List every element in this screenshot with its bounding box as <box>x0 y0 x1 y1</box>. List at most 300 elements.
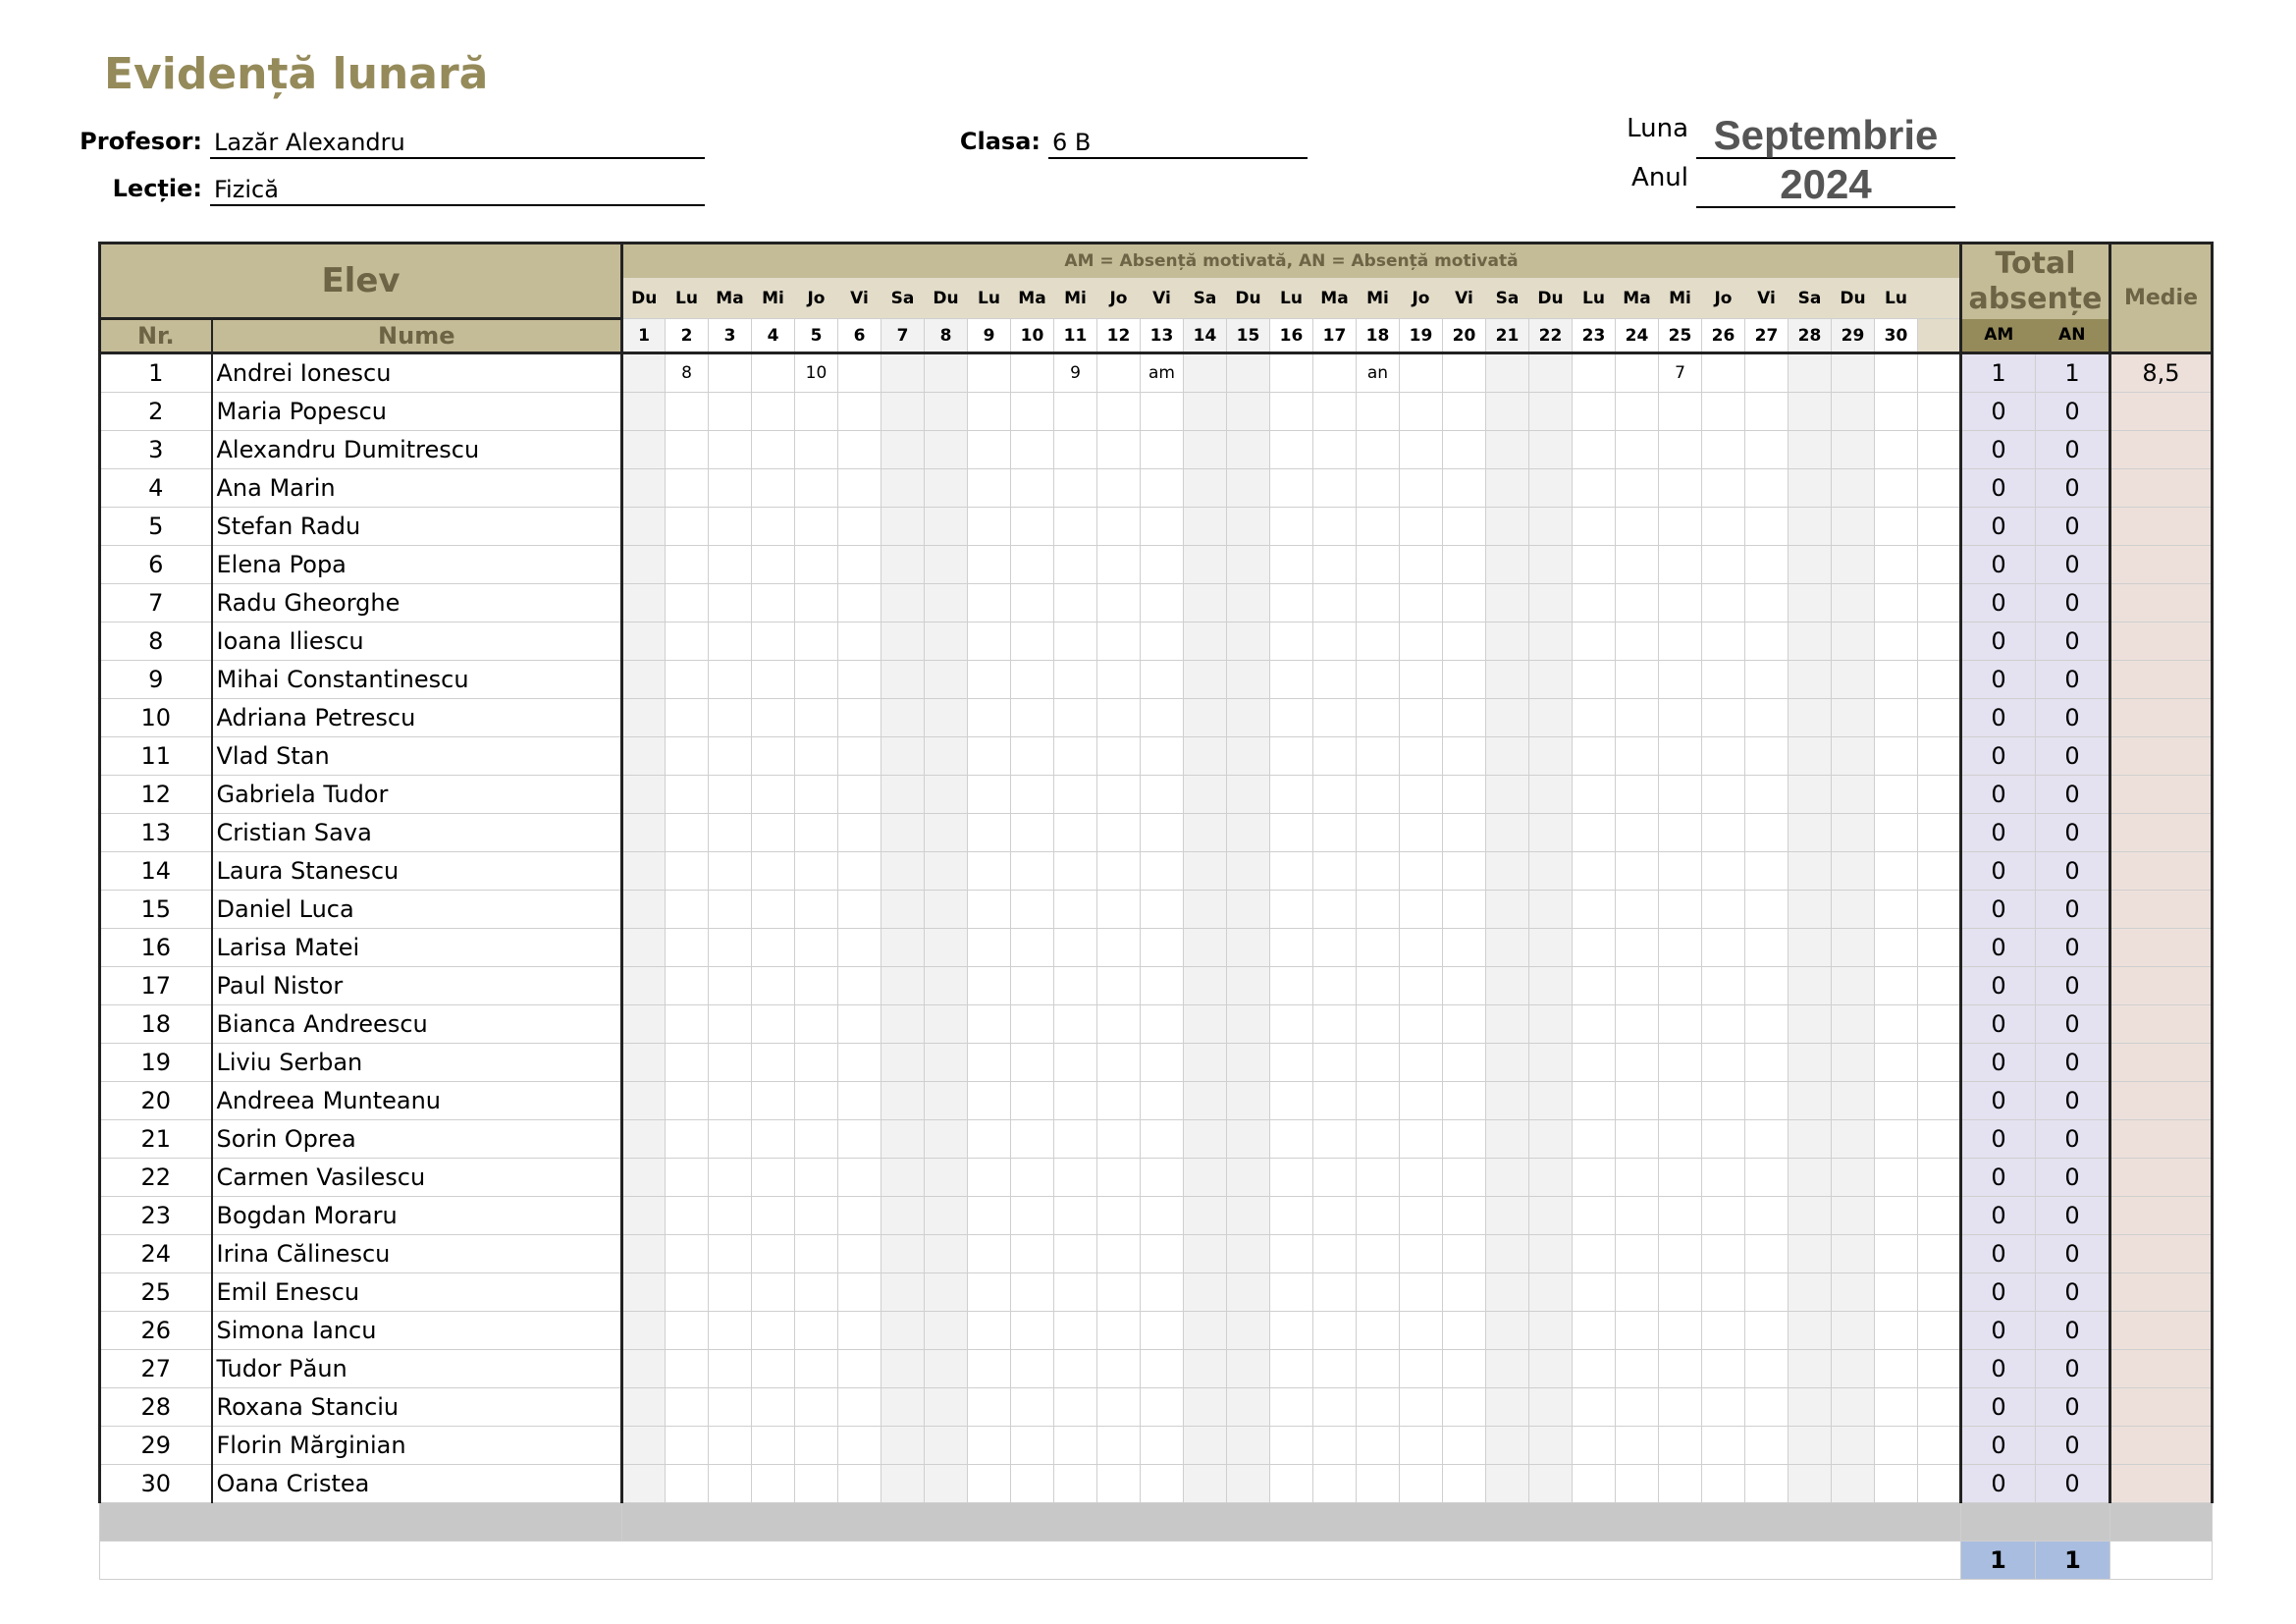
grade-cell[interactable] <box>1313 1312 1357 1350</box>
grade-cell[interactable] <box>1054 929 1097 967</box>
grade-cell[interactable] <box>752 393 795 431</box>
grade-cell[interactable] <box>1313 431 1357 469</box>
grade-cell[interactable] <box>1443 508 1486 546</box>
grade-cell[interactable] <box>1486 353 1529 393</box>
grade-cell[interactable] <box>1097 1312 1141 1350</box>
grade-cell[interactable] <box>1702 584 1745 623</box>
grade-cell[interactable] <box>1702 1312 1745 1350</box>
grade-cell[interactable] <box>1357 508 1400 546</box>
grade-cell[interactable] <box>1745 967 1789 1005</box>
grade-cell[interactable] <box>925 1044 968 1082</box>
grade-cell[interactable] <box>838 1197 881 1235</box>
grade-cell[interactable] <box>666 1312 709 1350</box>
grade-cell[interactable] <box>1573 1235 1616 1273</box>
grade-cell[interactable] <box>925 469 968 508</box>
grade-cell[interactable] <box>1789 776 1832 814</box>
grade-cell[interactable] <box>1529 1197 1573 1235</box>
grade-cell[interactable] <box>1400 929 1443 967</box>
grade-cell[interactable] <box>881 891 925 929</box>
grade-cell[interactable] <box>1357 737 1400 776</box>
grade-cell[interactable] <box>1529 508 1573 546</box>
grade-cell[interactable] <box>622 623 666 661</box>
grade-cell[interactable] <box>1573 852 1616 891</box>
grade-cell[interactable] <box>752 661 795 699</box>
grade-cell[interactable] <box>1832 508 1875 546</box>
grade-cell[interactable] <box>881 1235 925 1273</box>
grade-cell[interactable] <box>1789 737 1832 776</box>
grade-cell[interactable] <box>709 584 752 623</box>
grade-cell[interactable] <box>666 393 709 431</box>
grade-cell[interactable] <box>1011 1005 1054 1044</box>
grade-cell[interactable] <box>1227 1465 1270 1503</box>
grade-cell[interactable] <box>1832 584 1875 623</box>
grade-cell[interactable] <box>838 1388 881 1427</box>
grade-cell[interactable] <box>1745 1082 1789 1120</box>
grade-cell[interactable] <box>1616 661 1659 699</box>
grade-cell[interactable] <box>1745 1235 1789 1273</box>
grade-cell[interactable] <box>1141 1427 1184 1465</box>
grade-cell[interactable] <box>968 1312 1011 1350</box>
grade-cell[interactable] <box>1832 1120 1875 1159</box>
grade-cell[interactable] <box>968 929 1011 967</box>
grade-cell[interactable] <box>1141 776 1184 814</box>
grade-cell[interactable] <box>1227 1427 1270 1465</box>
grade-cell[interactable] <box>1529 852 1573 891</box>
grade-cell[interactable] <box>1486 852 1529 891</box>
grade-cell[interactable] <box>881 393 925 431</box>
grade-cell[interactable] <box>1659 699 1702 737</box>
grade-cell[interactable] <box>1702 508 1745 546</box>
grade-cell[interactable] <box>1443 1082 1486 1120</box>
grade-cell[interactable] <box>1573 1388 1616 1427</box>
grade-cell[interactable] <box>1097 353 1141 393</box>
grade-cell[interactable] <box>838 353 881 393</box>
grade-cell[interactable] <box>1789 852 1832 891</box>
grade-cell[interactable] <box>881 353 925 393</box>
grade-cell[interactable] <box>795 1197 838 1235</box>
grade-cell[interactable] <box>795 1350 838 1388</box>
grade-cell[interactable] <box>1400 967 1443 1005</box>
grade-cell[interactable] <box>1486 623 1529 661</box>
grade-cell[interactable] <box>1875 1044 1918 1082</box>
grade-cell[interactable] <box>795 929 838 967</box>
grade-cell[interactable] <box>795 508 838 546</box>
grade-cell[interactable] <box>1832 967 1875 1005</box>
grade-cell[interactable] <box>1097 661 1141 699</box>
grade-cell[interactable] <box>1529 1427 1573 1465</box>
grade-cell[interactable] <box>1616 1273 1659 1312</box>
grade-cell[interactable] <box>1702 661 1745 699</box>
grade-cell[interactable] <box>1702 699 1745 737</box>
grade-cell[interactable] <box>881 1312 925 1350</box>
grade-cell[interactable] <box>1313 814 1357 852</box>
grade-cell[interactable] <box>752 431 795 469</box>
grade-cell[interactable] <box>1141 1465 1184 1503</box>
grade-cell[interactable] <box>881 776 925 814</box>
grade-cell[interactable] <box>1529 1312 1573 1350</box>
grade-cell[interactable] <box>1141 1235 1184 1273</box>
grade-cell[interactable] <box>1054 814 1097 852</box>
grade-cell[interactable] <box>1832 1005 1875 1044</box>
grade-cell[interactable] <box>1832 1427 1875 1465</box>
grade-cell[interactable] <box>1270 776 1313 814</box>
grade-cell[interactable] <box>1573 929 1616 967</box>
grade-cell[interactable] <box>1227 1159 1270 1197</box>
grade-cell[interactable] <box>1400 584 1443 623</box>
grade-cell[interactable] <box>1573 1465 1616 1503</box>
grade-cell[interactable] <box>838 699 881 737</box>
grade-cell[interactable] <box>925 508 968 546</box>
grade-cell[interactable] <box>1400 1044 1443 1082</box>
grade-cell[interactable] <box>838 1235 881 1273</box>
grade-cell[interactable] <box>1357 1235 1400 1273</box>
grade-cell[interactable] <box>881 1082 925 1120</box>
grade-cell[interactable] <box>1313 1120 1357 1159</box>
grade-cell[interactable] <box>666 737 709 776</box>
clasa-field[interactable] <box>959 128 1308 159</box>
grade-cell[interactable] <box>1702 1082 1745 1120</box>
grade-cell[interactable] <box>1529 353 1573 393</box>
grade-cell[interactable] <box>1832 1197 1875 1235</box>
grade-cell[interactable] <box>1616 546 1659 584</box>
grade-cell[interactable] <box>1400 1350 1443 1388</box>
grade-cell[interactable] <box>1789 584 1832 623</box>
grade-cell[interactable] <box>1875 1388 1918 1427</box>
grade-cell[interactable] <box>1357 1312 1400 1350</box>
grade-cell[interactable] <box>1486 584 1529 623</box>
grade-cell[interactable] <box>1011 546 1054 584</box>
grade-cell[interactable] <box>1745 852 1789 891</box>
grade-cell[interactable] <box>838 776 881 814</box>
grade-cell[interactable] <box>1659 1312 1702 1350</box>
grade-cell[interactable] <box>752 737 795 776</box>
grade-cell[interactable] <box>1832 852 1875 891</box>
grade-cell[interactable] <box>1832 929 1875 967</box>
grade-cell[interactable] <box>1270 393 1313 431</box>
grade-cell[interactable] <box>1529 661 1573 699</box>
grade-cell[interactable] <box>1141 431 1184 469</box>
grade-cell[interactable] <box>1443 431 1486 469</box>
grade-cell[interactable] <box>1270 891 1313 929</box>
grade-cell[interactable] <box>752 353 795 393</box>
grade-cell[interactable] <box>1745 1120 1789 1159</box>
grade-cell[interactable] <box>1184 1044 1227 1082</box>
grade-cell[interactable] <box>881 584 925 623</box>
grade-cell[interactable] <box>1659 929 1702 967</box>
grade-cell[interactable] <box>838 1312 881 1350</box>
grade-cell[interactable] <box>925 1197 968 1235</box>
grade-cell[interactable] <box>1832 1044 1875 1082</box>
grade-cell[interactable] <box>1184 584 1227 623</box>
grade-cell[interactable] <box>1227 1120 1270 1159</box>
grade-cell[interactable] <box>1184 1350 1227 1388</box>
grade-cell[interactable] <box>1054 1388 1097 1427</box>
grade-cell[interactable] <box>968 852 1011 891</box>
grade-cell[interactable] <box>666 776 709 814</box>
grade-cell[interactable] <box>881 623 925 661</box>
grade-cell[interactable] <box>709 1082 752 1120</box>
grade-cell[interactable] <box>1702 469 1745 508</box>
grade-cell[interactable] <box>925 1350 968 1388</box>
grade-cell[interactable] <box>1313 1427 1357 1465</box>
grade-cell[interactable] <box>1357 1197 1400 1235</box>
grade-cell[interactable] <box>622 1235 666 1273</box>
grade-cell[interactable] <box>925 891 968 929</box>
grade-cell[interactable] <box>666 1465 709 1503</box>
grade-cell[interactable] <box>1616 852 1659 891</box>
grade-cell[interactable] <box>1529 393 1573 431</box>
grade-cell[interactable] <box>1357 1465 1400 1503</box>
grade-cell[interactable] <box>1875 393 1918 431</box>
grade-cell[interactable] <box>1097 1235 1141 1273</box>
grade-cell[interactable] <box>622 1465 666 1503</box>
grade-cell[interactable] <box>666 508 709 546</box>
grade-cell[interactable] <box>1529 737 1573 776</box>
grade-cell[interactable] <box>1702 1197 1745 1235</box>
grade-cell[interactable] <box>1789 1273 1832 1312</box>
grade-cell[interactable] <box>1227 508 1270 546</box>
grade-cell[interactable] <box>1789 1388 1832 1427</box>
grade-cell[interactable] <box>1745 1005 1789 1044</box>
grade-cell[interactable] <box>1789 814 1832 852</box>
grade-cell[interactable] <box>1054 1465 1097 1503</box>
grade-cell[interactable] <box>838 1273 881 1312</box>
grade-cell[interactable] <box>1573 967 1616 1005</box>
grade-cell[interactable] <box>1097 737 1141 776</box>
grade-cell[interactable] <box>925 546 968 584</box>
grade-cell[interactable] <box>1789 546 1832 584</box>
grade-cell[interactable] <box>622 1044 666 1082</box>
grade-cell[interactable] <box>1832 661 1875 699</box>
grade-cell[interactable] <box>1400 1005 1443 1044</box>
grade-cell[interactable] <box>1357 967 1400 1005</box>
grade-cell[interactable] <box>1616 1235 1659 1273</box>
grade-cell[interactable] <box>1443 1005 1486 1044</box>
grade-cell[interactable] <box>1141 546 1184 584</box>
grade-cell[interactable] <box>925 1465 968 1503</box>
grade-cell[interactable] <box>622 1120 666 1159</box>
grade-cell[interactable] <box>1745 1159 1789 1197</box>
grade-cell[interactable] <box>1875 1465 1918 1503</box>
grade-cell[interactable] <box>1745 814 1789 852</box>
grade-cell[interactable] <box>1011 431 1054 469</box>
grade-cell[interactable] <box>1313 546 1357 584</box>
grade-cell[interactable] <box>1313 1350 1357 1388</box>
grade-cell[interactable] <box>1616 1120 1659 1159</box>
grade-cell[interactable] <box>666 1005 709 1044</box>
grade-cell[interactable] <box>1616 891 1659 929</box>
grade-cell[interactable] <box>1702 1388 1745 1427</box>
grade-cell[interactable] <box>1616 814 1659 852</box>
grade-cell[interactable] <box>1141 1350 1184 1388</box>
grade-cell[interactable] <box>709 737 752 776</box>
grade-cell[interactable] <box>968 1120 1011 1159</box>
grade-cell[interactable] <box>838 1082 881 1120</box>
grade-cell[interactable] <box>838 584 881 623</box>
grade-cell[interactable] <box>1573 1159 1616 1197</box>
grade-cell[interactable] <box>1529 699 1573 737</box>
grade-cell[interactable] <box>1097 1427 1141 1465</box>
grade-cell[interactable] <box>1270 353 1313 393</box>
grade-cell[interactable] <box>1313 661 1357 699</box>
grade-cell[interactable] <box>1400 814 1443 852</box>
grade-cell[interactable] <box>1184 431 1227 469</box>
grade-cell[interactable] <box>752 1427 795 1465</box>
grade-cell[interactable] <box>1745 661 1789 699</box>
grade-cell[interactable] <box>1227 623 1270 661</box>
grade-cell[interactable] <box>709 1005 752 1044</box>
grade-cell[interactable] <box>1054 1273 1097 1312</box>
grade-cell[interactable] <box>1659 584 1702 623</box>
grade-cell[interactable] <box>1141 967 1184 1005</box>
grade-cell[interactable] <box>795 814 838 852</box>
grade-cell[interactable] <box>1097 623 1141 661</box>
grade-cell[interactable] <box>1227 1388 1270 1427</box>
grade-cell[interactable] <box>1097 1388 1141 1427</box>
grade-cell[interactable] <box>752 469 795 508</box>
grade-cell[interactable] <box>1702 1465 1745 1503</box>
grade-cell[interactable] <box>1616 623 1659 661</box>
grade-cell[interactable] <box>1270 1235 1313 1273</box>
grade-cell[interactable] <box>1659 393 1702 431</box>
grade-cell[interactable] <box>795 1235 838 1273</box>
grade-cell[interactable] <box>666 469 709 508</box>
grade-cell[interactable] <box>709 1388 752 1427</box>
grade-cell[interactable] <box>709 967 752 1005</box>
grade-cell[interactable] <box>1011 776 1054 814</box>
profesor-value[interactable]: Lazăr Alexandru <box>210 128 705 159</box>
grade-cell[interactable] <box>1875 469 1918 508</box>
grade-cell[interactable] <box>1529 967 1573 1005</box>
grade-cell[interactable] <box>795 1388 838 1427</box>
grade-cell[interactable] <box>1745 1273 1789 1312</box>
grade-cell[interactable] <box>1011 353 1054 393</box>
grade-cell[interactable] <box>1270 929 1313 967</box>
grade-cell[interactable] <box>1659 508 1702 546</box>
grade-cell[interactable] <box>1011 737 1054 776</box>
grade-cell[interactable] <box>925 623 968 661</box>
grade-cell[interactable] <box>1702 1273 1745 1312</box>
grade-cell[interactable] <box>1443 623 1486 661</box>
grade-cell[interactable] <box>1270 469 1313 508</box>
luna-value[interactable]: Septembrie <box>1696 114 1955 159</box>
grade-cell[interactable] <box>1745 1388 1789 1427</box>
grade-cell[interactable] <box>1616 1005 1659 1044</box>
grade-cell[interactable] <box>1011 469 1054 508</box>
grade-cell[interactable] <box>1054 1427 1097 1465</box>
grade-cell[interactable] <box>1313 929 1357 967</box>
grade-cell[interactable] <box>795 431 838 469</box>
grade-cell[interactable] <box>1573 776 1616 814</box>
grade-cell[interactable] <box>1097 1350 1141 1388</box>
grade-cell[interactable] <box>881 852 925 891</box>
grade-cell[interactable] <box>1357 852 1400 891</box>
grade-cell[interactable] <box>1054 1044 1097 1082</box>
grade-cell[interactable] <box>838 929 881 967</box>
grade-cell[interactable] <box>1702 1120 1745 1159</box>
grade-cell[interactable] <box>1270 737 1313 776</box>
grade-cell[interactable] <box>1054 967 1097 1005</box>
grade-cell[interactable] <box>709 1273 752 1312</box>
grade-cell[interactable] <box>1573 661 1616 699</box>
grade-cell[interactable] <box>881 546 925 584</box>
grade-cell[interactable] <box>1832 737 1875 776</box>
grade-cell[interactable] <box>925 1005 968 1044</box>
grade-cell[interactable] <box>1486 967 1529 1005</box>
grade-cell[interactable] <box>968 1005 1011 1044</box>
grade-cell[interactable] <box>968 661 1011 699</box>
grade-cell[interactable] <box>1443 1120 1486 1159</box>
grade-cell[interactable] <box>1745 508 1789 546</box>
grade-cell[interactable] <box>1616 1312 1659 1350</box>
grade-cell[interactable] <box>1529 1159 1573 1197</box>
grade-cell[interactable] <box>1616 737 1659 776</box>
grade-cell[interactable] <box>1745 353 1789 393</box>
grade-cell[interactable] <box>1270 1465 1313 1503</box>
grade-cell[interactable] <box>1443 891 1486 929</box>
grade-cell[interactable] <box>1529 1005 1573 1044</box>
grade-cell[interactable] <box>968 1427 1011 1465</box>
grade-cell[interactable] <box>1227 393 1270 431</box>
grade-cell[interactable] <box>1573 584 1616 623</box>
grade-cell[interactable] <box>1357 1120 1400 1159</box>
grade-cell[interactable] <box>1054 1235 1097 1273</box>
grade-cell[interactable] <box>1443 661 1486 699</box>
grade-cell[interactable] <box>1486 1465 1529 1503</box>
grade-cell[interactable] <box>1616 1350 1659 1388</box>
grade-cell[interactable] <box>1789 661 1832 699</box>
grade-cell[interactable] <box>1054 431 1097 469</box>
grade-cell[interactable] <box>1486 1159 1529 1197</box>
grade-cell[interactable] <box>838 431 881 469</box>
grade-cell[interactable] <box>622 584 666 623</box>
grade-cell[interactable] <box>1702 1235 1745 1273</box>
grade-cell[interactable] <box>925 1388 968 1427</box>
grade-cell[interactable] <box>968 967 1011 1005</box>
grade-cell[interactable] <box>1832 393 1875 431</box>
grade-cell[interactable] <box>1789 929 1832 967</box>
grade-cell[interactable] <box>709 1465 752 1503</box>
grade-cell[interactable] <box>1313 891 1357 929</box>
grade-cell[interactable] <box>1184 1159 1227 1197</box>
grade-cell[interactable] <box>925 1159 968 1197</box>
grade-cell[interactable] <box>1054 1005 1097 1044</box>
grade-cell[interactable] <box>1789 1159 1832 1197</box>
grade-cell[interactable] <box>1357 1159 1400 1197</box>
grade-cell[interactable] <box>1227 546 1270 584</box>
grade-cell[interactable] <box>1486 1235 1529 1273</box>
grade-cell[interactable] <box>1011 1312 1054 1350</box>
grade-cell[interactable] <box>1573 353 1616 393</box>
grade-cell[interactable] <box>1054 584 1097 623</box>
grade-cell[interactable] <box>1357 891 1400 929</box>
grade-cell[interactable] <box>622 469 666 508</box>
grade-cell[interactable] <box>1573 1350 1616 1388</box>
grade-cell[interactable] <box>666 546 709 584</box>
grade-cell[interactable] <box>925 852 968 891</box>
grade-cell[interactable] <box>1443 1273 1486 1312</box>
grade-cell[interactable] <box>1227 852 1270 891</box>
anul-field[interactable] <box>1631 161 1955 208</box>
grade-cell[interactable] <box>925 1082 968 1120</box>
grade-cell[interactable] <box>795 737 838 776</box>
grade-cell[interactable] <box>1659 1465 1702 1503</box>
grade-cell[interactable] <box>1832 1312 1875 1350</box>
grade-cell[interactable] <box>881 1120 925 1159</box>
grade-cell[interactable] <box>968 469 1011 508</box>
grade-cell[interactable] <box>1875 1312 1918 1350</box>
grade-cell[interactable] <box>881 661 925 699</box>
